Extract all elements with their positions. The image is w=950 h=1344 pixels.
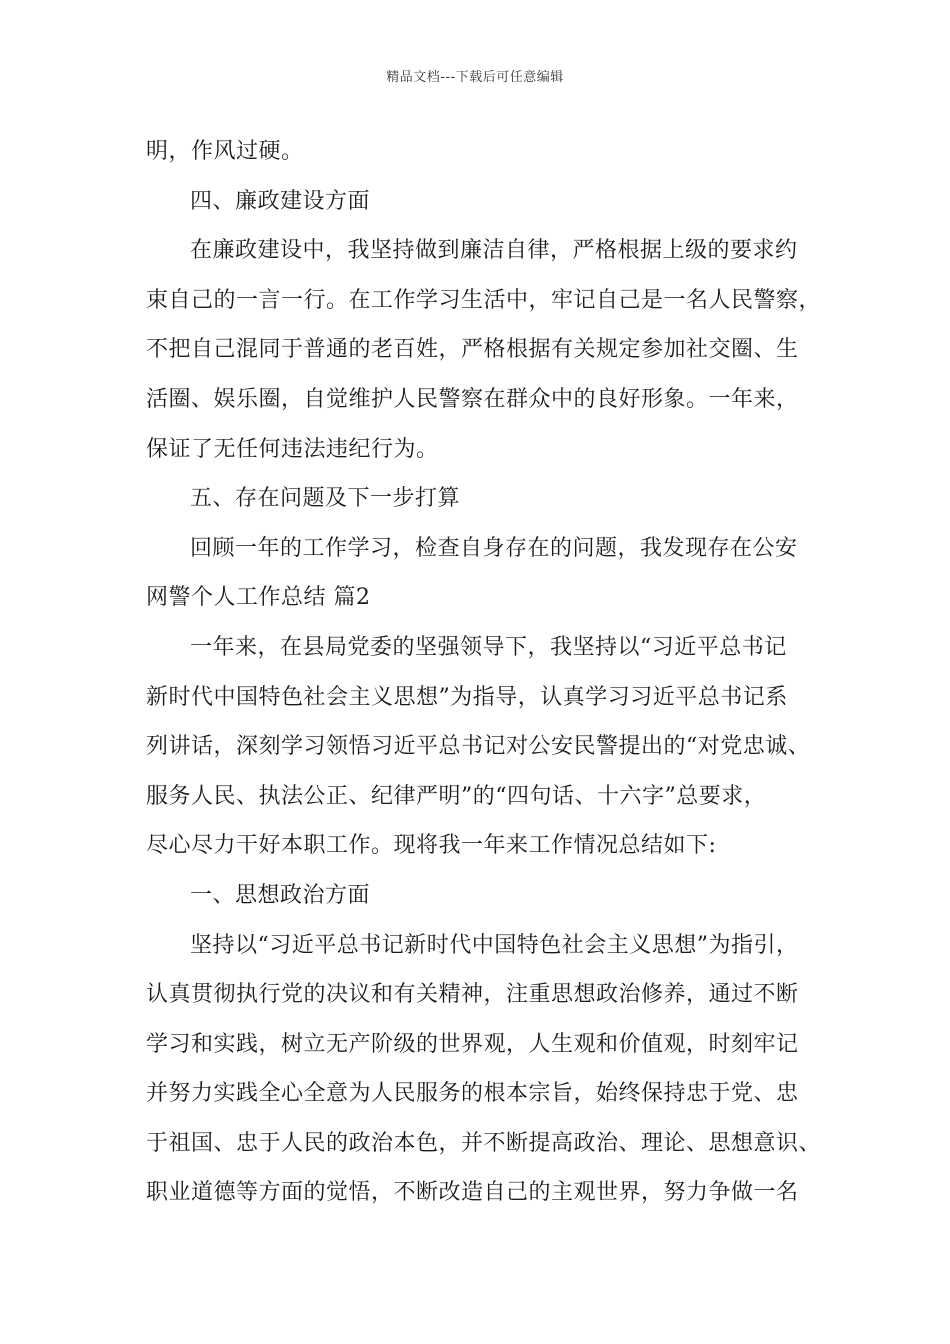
document-body [146,130,826,1221]
text-line: 认真贯彻执行党的决议和有关精神，注重思想政治修养，通过不断 [146,982,799,1008]
section-heading-integrity: 四、廉政建设方面 [190,188,371,214]
text-line: 活圈、娱乐圈，自觉维护人民警察在群众中的良好形象。一年来， [146,386,799,412]
text-line: 学习和实践，树立无产阶级的世界观，人生观和价值观，时刻牢记 [146,1031,799,1057]
text-line: 一年来，在县局党委的坚强领导下，我坚持以“习近平总书记 [190,634,787,660]
text-line: 职业道德等方面的觉悟，不断改造自己的主观世界，努力争做一名 [146,1180,799,1206]
text-line: 列讲话，深刻学习领悟习近平总书记对公安民警提出的“对党忠诚、 [146,734,811,760]
text-line: 新时代中国特色社会主义思想”为指导，认真学习习近平总书记系 [146,684,788,710]
text-line: 于祖国、忠于人民的政治本色，并不断提高政治、理论、思想意识、 [146,1130,822,1156]
text-line: 保证了无任何违法违纪行为。 [146,436,439,462]
text-line: 束自己的一言一行。在工作学习生活中，牢记自己是一名人民警察， [146,287,822,313]
text-line: 明，作风过硬。 [146,139,304,164]
section-heading-ideology: 一、思想政治方面 [190,882,371,908]
document-title-part2: 网警个人工作总结 篇2 [146,585,371,611]
section-heading-problems: 五、存在问题及下一步打算 [190,486,461,512]
text-line: 并努力实践全心全意为人民服务的根本宗旨，始终保持忠于党、忠 [146,1081,799,1107]
text-line: 服务人民、执法公正、纪律严明”的“四句话、十六字”总要求， [146,783,767,809]
page-header: 精品文档---下载后可任意编辑 [386,70,564,85]
text-line: 不把自己混同于普通的老百姓，严格根据有关规定参加社交圈、生 [146,337,799,363]
text-line: 坚持以“习近平总书记新时代中国特色社会主义思想”为指引， [190,932,799,958]
text-line: 在廉政建设中，我坚持做到廉洁自律，严格根据上级的要求约 [190,238,798,264]
text-line: 回顾一年的工作学习，检查自身存在的问题，我发现存在公安 [190,535,798,561]
text-line: 尽心尽力干好本职工作。现将我一年来工作情况总结如下: [146,833,717,859]
